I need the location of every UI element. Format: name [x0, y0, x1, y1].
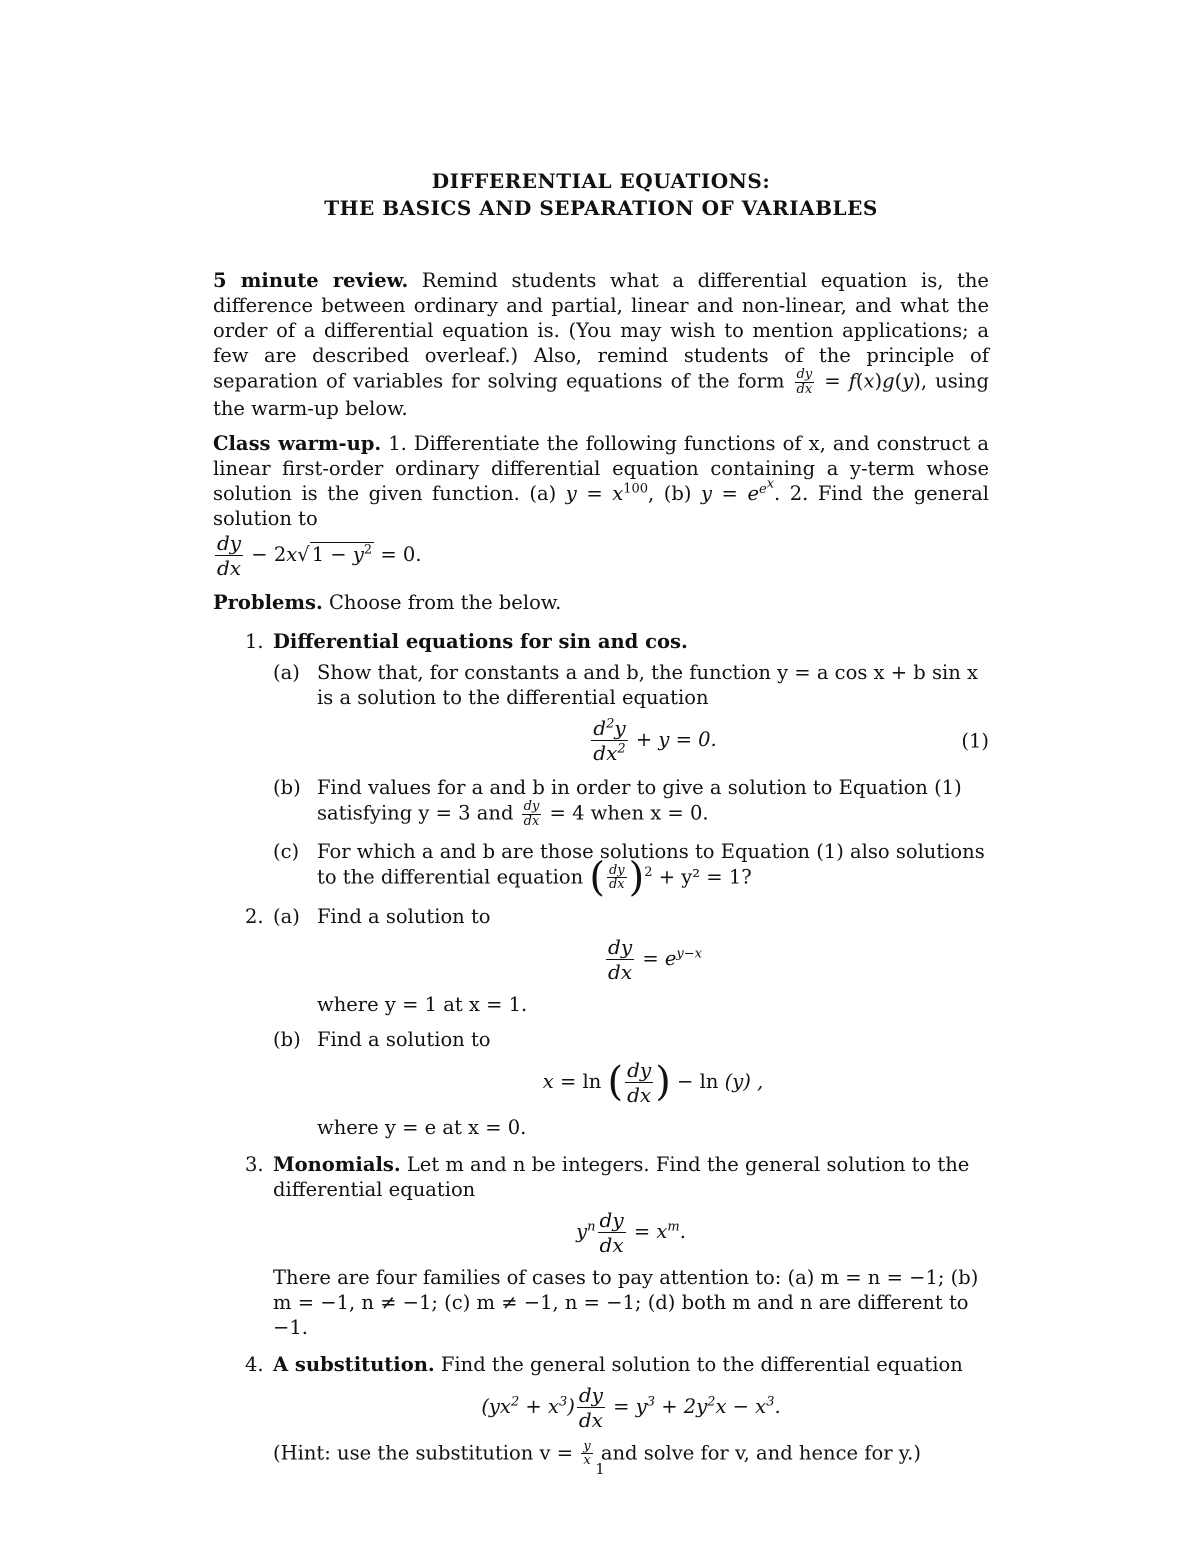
equation-number: (1) — [961, 729, 989, 753]
review-heading: 5 minute review. — [213, 269, 409, 292]
problems-intro: Choose from the below. — [329, 591, 562, 615]
problem-1b: (b) Find values for a and b in order to give a solution to Equation (1) satisfying y = 3 and $\frac{dy}{dx}$ = 4 when x = 0. — [273, 776, 962, 829]
problem-3 — [213, 1152, 989, 1340]
problem-2a: (a) Find a solution to $\frac{dy}{dx}$ = $e^{y-x}$ where y = 1 at x = 1. — [273, 904, 989, 1017]
equation-1: $\frac{d^2y}{dx^2}$ + y = 0. (1) — [593, 716, 989, 766]
problem-4-title: A substitution. — [273, 1352, 435, 1376]
equation-3: $y^n$ $\frac{dy}{dx}$ = $x^m$. — [576, 1207, 686, 1257]
problem-4-hint-tail: and solve for v, and hence for y.) — [600, 1441, 921, 1465]
warmup-heading: Class warm-up. — [213, 432, 382, 456]
equation-2a: $\frac{dy}{dx}$ = $e^{y-x}$ — [608, 934, 702, 984]
problems-heading-paragraph — [213, 590, 989, 615]
warmup-body: 1. Differentiate the following functions of x, and construct a linear first-order ordinary differential equation containing a y-term whose solution is the given function. — [213, 432, 989, 506]
problem-3-title: Monomials. — [273, 1152, 401, 1176]
equation-2b: x = ln ( $\frac{dy}{dx}$ ) − ln (y) , — [542, 1057, 764, 1107]
problem-4-hint: (Hint: use the substitution v = — [273, 1441, 574, 1465]
warmup-part2: 2. Find the general solution to — [213, 482, 989, 531]
problem-3-cases: There are four families of cases to pay attention to: (a) m = n = −1; (b) m = −1, n ≠ −1; (c) m ≠ −1, n = −1; (d) both m and n are different to −1. — [273, 1265, 979, 1339]
problem-2b-text: Find a solution to — [317, 1027, 491, 1051]
problem-3-text: Let m and n be integers. Find the general solution to the differential equation — [273, 1152, 970, 1201]
problem-1c-text: For which a and b are those solutions to Equation (1) also solutions to the differential equation — [317, 839, 985, 889]
dy-dx-fraction: $\frac{dy}{dx}$ — [796, 367, 813, 397]
title-line-2: THE BASICS AND SEPARATION OF VARIABLES — [324, 196, 878, 220]
problem-1 — [213, 629, 989, 901]
problem-1b-tail: = 4 when x = 0. — [549, 801, 709, 825]
problem-4: 4. A substitution. Find the general solution to the differential equation $(yx^2 + x^3)$ $\frac{dy}{dx}$ = $y^3 + 2y^2x - x^3$. (Hint: use the substitution v = $\frac{y}{x}$ and solve for v, and hence for y.) — [213, 1352, 989, 1468]
page-content — [213, 168, 989, 1480]
problems-heading: Problems. — [213, 591, 323, 615]
problem-1-title: Differential equations for sin and cos. — [273, 630, 688, 654]
problem-1c: (c) For which a and b are those solutions to Equation (1) also solutions to the differential equation ( $\frac{dy}{dx}$ )$^2$ + y² = 1? — [273, 839, 985, 901]
warmup-paragraph: Class warm-up. 1. Differentiate the following functions of x, and construct a linear first-order ordinary differential equation containing a y-term whose solution is the given function. (a) $y = x^{100}$, (b) $y = e^{e^x}$. 2. Find the general solution to $\frac{dy}{dx}$ − 2x√ $1 - y^2 = 0$. — [213, 432, 989, 581]
page-number: 1 — [595, 1460, 605, 1478]
problem-number: 2. — [245, 904, 264, 928]
problem-1a-text: Show that, for constants a and b, the function y = a cos x + b sin x is a solution to the differential equation — [317, 661, 978, 710]
problem-2a-text: Find a solution to — [317, 904, 491, 928]
problem-1b-text: Find values for a and b in order to give a solution to Equation (1) satisfying y = 3 and — [317, 776, 962, 825]
problem-2a-where: where y = 1 at x = 1. — [317, 992, 528, 1016]
review-paragraph: 5 minute review. Remind students what a differential equation is, the difference between ordinary and partial, linear and non-linear, and what the order of a differential equation is. (You may wish to mention applications; a few are described overleaf.) Also, remind students of the principle of separation of variables for solving equations of the form $\frac{dy}{dx}$ = f(x)g(y), using the warm-up below. — [213, 269, 989, 421]
problem-1c-tail: + y² = 1? — [658, 865, 752, 889]
problem-number: 3. — [245, 1152, 264, 1176]
review-tail: , using the warm-up below. — [213, 369, 989, 421]
problem-1a: (a) Show that, for constants a and b, the function y = a cos x + b sin x is a solution to the differential equation $\frac{d^2y}{dx^2}$ + y = 0. (1) — [273, 661, 989, 766]
problem-number: 4. — [245, 1352, 264, 1376]
problem-2 — [213, 904, 989, 1140]
title-line-1: DIFFERENTIAL EQUATIONS: — [431, 169, 771, 193]
problem-2b: (b) Find a solution to x = ln ( $\frac{dy}{dx}$ ) − ln (y) , where y = e at x = 0. — [273, 1027, 989, 1140]
problem-list — [213, 629, 989, 1468]
problem-4-text: Find the general solution to the differential equation — [440, 1352, 963, 1376]
dy-dx-fraction: $\frac{dy}{dx}$ — [217, 531, 242, 581]
document-title — [213, 168, 989, 222]
review-body: Remind students what a differential equation is, the difference between ordinary and partial, linear and non-linear, and what the order of a differential equation is. (You may wish to mention applications; a few are described overleaf.) Also, remind students of the principle of separation of variables for solving equations of the form — [213, 269, 989, 393]
equation-4: $(yx^2 + x^3)$ $\frac{dy}{dx}$ = $y^3 + 2y^2x - x^3$. — [481, 1382, 781, 1432]
problem-2b-where: where y = e at x = 0. — [317, 1115, 527, 1139]
problem-number: 1. — [245, 630, 264, 654]
